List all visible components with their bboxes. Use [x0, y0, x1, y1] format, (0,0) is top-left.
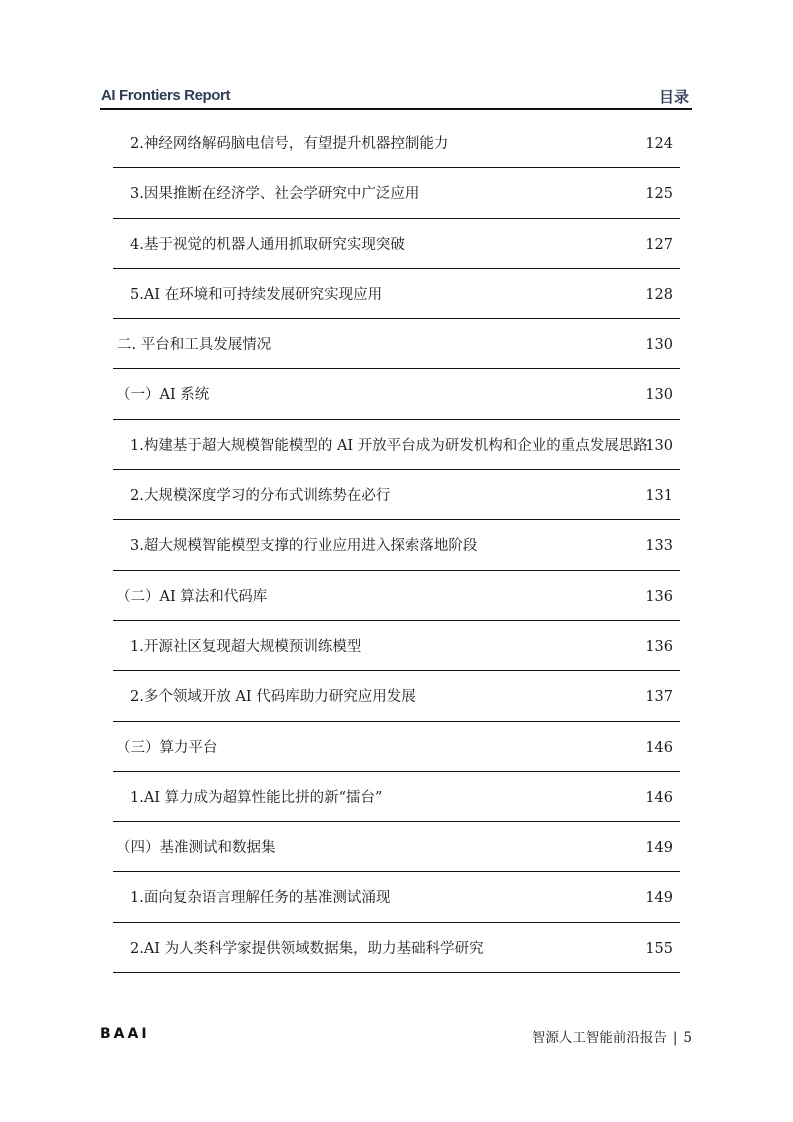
- toc-section[interactable]: [113, 822, 680, 872]
- toc-entry[interactable]: [113, 772, 680, 822]
- toc-entry-label: 2.大规模深度学习的分布式训练势在必行: [130, 488, 391, 505]
- toc-entry-label: 5.AI 在环境和可持续发展研究实现应用: [130, 286, 383, 303]
- toc-entry[interactable]: [113, 621, 680, 671]
- toc-entry-page: 125: [645, 186, 673, 203]
- toc-section-page: 136: [645, 588, 673, 605]
- toc-entry-label: 2.AI 为人类科学家提供领域数据集，助力基础科学研究: [130, 940, 484, 957]
- page-header: [100, 84, 692, 110]
- toc-entry[interactable]: [113, 470, 680, 520]
- toc-chapter[interactable]: [113, 319, 680, 369]
- toc-entry-page: 133: [645, 538, 673, 555]
- toc-entry-page: 127: [645, 236, 673, 253]
- toc-entry-page: 146: [645, 789, 673, 806]
- toc-entry-label: 1.面向复杂语言理解任务的基准测试涌现: [130, 890, 391, 907]
- footer-page-info: [532, 1026, 692, 1046]
- toc-entry[interactable]: [113, 872, 680, 922]
- toc-chapter-label: 二. 平台和工具发展情况: [117, 337, 272, 354]
- toc-entry[interactable]: [113, 923, 680, 973]
- toc-section-label: （一）AI 系统: [116, 387, 210, 404]
- toc-section[interactable]: [113, 369, 680, 419]
- toc-section[interactable]: [113, 571, 680, 621]
- toc-entry-page: 124: [645, 136, 673, 152]
- table-of-contents: [113, 118, 680, 973]
- toc-entry-label: 1.AI 算力成为超算性能比拼的新“擂台”: [130, 789, 383, 806]
- footer-separator: |: [672, 1030, 678, 1046]
- report-title: AI Frontiers Report: [101, 87, 231, 104]
- toc-entry-page: 130: [645, 437, 673, 454]
- section-title: 目录: [658, 88, 689, 106]
- toc-entry[interactable]: [113, 168, 680, 218]
- toc-entry[interactable]: [113, 269, 680, 319]
- toc-entry[interactable]: [113, 219, 680, 269]
- toc-section-label: （四）基准测试和数据集: [116, 840, 276, 857]
- toc-entry[interactable]: [113, 671, 680, 721]
- toc-entry-page: 149: [645, 890, 673, 907]
- page-footer: [100, 1020, 692, 1050]
- toc-section-page: 130: [645, 387, 673, 404]
- footer-page-number: 5: [683, 1030, 692, 1046]
- toc-entry-label: 4.基于视觉的机器人通用抓取研究实现突破: [130, 236, 405, 253]
- toc-entry-label: 2.多个领域开放 AI 代码库助力研究应用发展: [130, 689, 416, 706]
- baai-logo: BAAI: [100, 1026, 150, 1042]
- toc-entry-page: 136: [645, 638, 673, 655]
- toc-entry[interactable]: [113, 420, 680, 470]
- toc-entry-page: 131: [645, 488, 673, 505]
- toc-entry-label: 2.神经网络解码脑电信号，有望提升机器控制能力: [130, 136, 449, 152]
- toc-section[interactable]: [113, 722, 680, 772]
- toc-entry-label: 1.构建基于超大规模智能模型的 AI 开放平台成为研发机构和企业的重点发展思路: [130, 437, 648, 454]
- toc-entry-label: 1.开源社区复现超大规模预训练模型: [130, 638, 362, 655]
- toc-entry-label: 3.因果推断在经济学、社会学研究中广泛应用: [130, 186, 420, 203]
- toc-entry-page: 137: [645, 689, 673, 706]
- footer-report-name: 智源人工智能前沿报告: [531, 1030, 667, 1046]
- toc-entry-label: 3.超大规模智能模型支撑的行业应用进入探索落地阶段: [130, 538, 478, 555]
- toc-section-page: 146: [645, 739, 673, 756]
- toc-section-label: （三）算力平台: [116, 739, 218, 756]
- toc-entry[interactable]: [113, 520, 680, 570]
- toc-chapter-page: 130: [645, 337, 673, 354]
- toc-entry[interactable]: [113, 118, 680, 168]
- toc-entry-page: 155: [645, 940, 673, 957]
- toc-entry-page: 128: [645, 286, 673, 303]
- toc-section-label: （二）AI 算法和代码库: [116, 588, 268, 605]
- toc-section-page: 149: [645, 840, 673, 857]
